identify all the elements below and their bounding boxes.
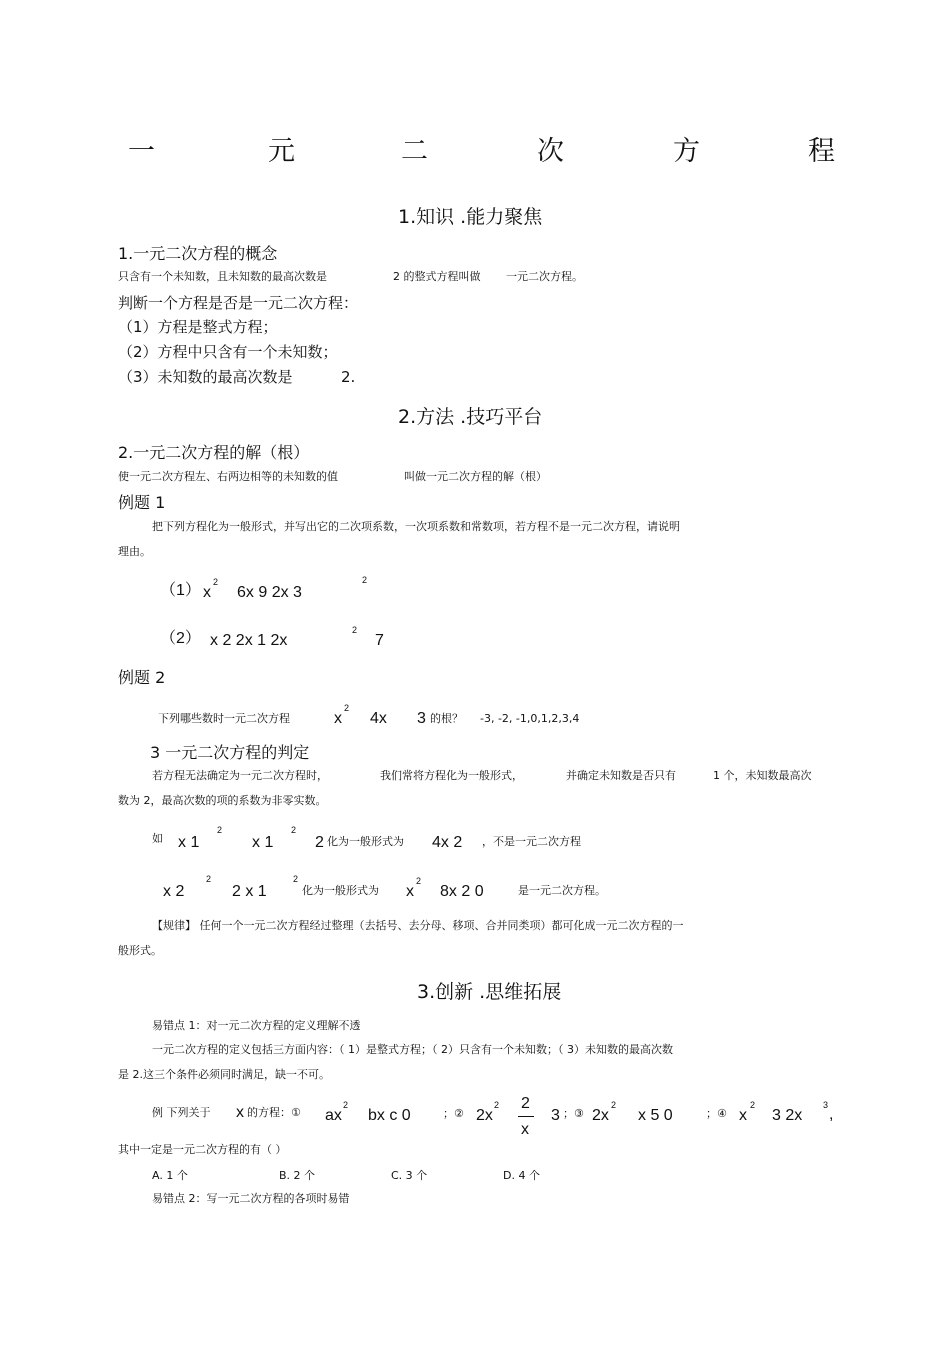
f2-rest: 3: [551, 1107, 560, 1124]
determination-c: 并确定未知数是否只有: [566, 769, 676, 782]
condition-1: （1）方程是整式方程；: [118, 318, 278, 336]
definition3-a: 一元二次方程的定义包括三方面内容：（ 1）是整式方程；（ 2）只含有一个未知数；（ 3）未知数的最高次数: [152, 1043, 673, 1056]
determination-a: 若方程无法确定为一元二次方程时，: [152, 769, 328, 782]
error-point-2: 易错点 2：写一元二次方程的各项时易错: [152, 1192, 350, 1205]
ex3-sup-2: 2: [291, 825, 297, 835]
example2-sup: 2: [344, 703, 350, 713]
option-b: B. 2 个: [279, 1169, 316, 1182]
solution-def-a: 使一元二次方程左、右两边相等的未知数的值: [118, 470, 338, 483]
ex4-term-3: x: [406, 883, 414, 900]
f2-term: 2x: [476, 1107, 493, 1124]
condition-2: （2）方程中只含有一个未知数；: [118, 343, 338, 361]
f4-rest: 3 2x: [772, 1107, 803, 1124]
f4-sup: 2: [750, 1100, 756, 1110]
ex4-term-2: 2 x 1: [232, 883, 267, 900]
example1-text-1: 把下列方程化为一般形式，并写出它的二次项系数，一次项系数和常数项，若方程不是一元二次方程，请说明: [152, 520, 680, 533]
example2-x: x: [334, 710, 342, 727]
sub-heading-determination: 3 一元二次方程的判定: [150, 743, 310, 762]
eq2-term-1: x 2 2x 1 2x: [210, 632, 288, 649]
determination-e: 数为 2，最高次数的项的系数为非零实数。: [118, 794, 327, 807]
ex3-mid-1: 化为一般形式为: [327, 835, 404, 848]
f2-sup: 2: [494, 1100, 500, 1110]
option-a: A. 1 个: [152, 1169, 188, 1182]
fraction-numerator: 2: [521, 1095, 530, 1112]
ex3-ru: 如: [152, 832, 163, 845]
option-c: C. 3 个: [391, 1169, 428, 1182]
title-char-4: 次: [537, 136, 564, 167]
example2-text: 下列哪些数时一元二次方程: [158, 712, 290, 725]
eq2-sup-1: 2: [352, 625, 358, 635]
ex3-term-2: x 1: [252, 834, 274, 851]
eq2-label: （2）: [160, 630, 201, 647]
ex4-sup-1: 2: [206, 874, 212, 884]
ex3-sup-1: 2: [217, 825, 223, 835]
ex3-term-4: 4x 2: [432, 834, 463, 851]
example2-root-text: 的根？: [430, 712, 463, 725]
fraction-bar: [518, 1116, 534, 1117]
determination-b: 我们常将方程化为一般形式，: [380, 769, 523, 782]
f1-rest: bx c 0: [368, 1107, 411, 1124]
definition-part-b: 2 的整式方程叫做: [393, 270, 481, 283]
ex3-term-3: 2: [315, 834, 324, 851]
f4-sup-2: 3: [823, 1100, 829, 1110]
example1-label: 例题 1: [118, 493, 166, 512]
example2-term: 4x: [370, 710, 387, 727]
f4-end: ,: [829, 1106, 834, 1123]
ex4-mid-2: 是一元二次方程。: [518, 884, 606, 897]
f2-end: ；③: [563, 1107, 584, 1120]
rule-text-2: 般形式。: [118, 944, 162, 957]
ex5-x: x: [236, 1104, 244, 1121]
ex4-term-1: x 2: [163, 883, 185, 900]
error-point-1: 易错点 1：对一元二次方程的定义理解不透: [152, 1019, 361, 1032]
title-char-6: 程: [808, 136, 835, 167]
sub-heading-solution: 2.一元二次方程的解（根）: [118, 443, 310, 462]
ex4-sup-2: 2: [293, 874, 299, 884]
rule-text-1: 【规律】 任何一个一元二次方程经过整理（去括号、去分母、移项、合并同类项）都可化成一元二次方程的一: [152, 919, 684, 932]
option-d: D. 4 个: [503, 1169, 540, 1182]
f4-term: x: [739, 1107, 747, 1124]
eq1-term-1: x: [203, 584, 211, 601]
f3-rest: x 5 0: [638, 1107, 673, 1124]
definition-part-a: 只含有一个未知数，且未知数的最高次数是: [118, 270, 327, 283]
section1-heading: 1.知识 .能力聚焦: [398, 206, 543, 228]
definition-part-c: 一元二次方程。: [506, 270, 583, 283]
example2-const: 3: [417, 710, 426, 727]
f3-sup: 2: [611, 1100, 617, 1110]
eq2-term-2: 7: [375, 632, 384, 649]
definition3-b: 是 2.这三个条件必须同时满足，缺一不可。: [118, 1068, 330, 1081]
title-char-5: 方: [673, 136, 700, 167]
title-char-1: 一: [128, 136, 155, 167]
eq1-term-2: 6x 9 2x 3: [237, 584, 302, 601]
f1-term: ax: [325, 1107, 342, 1124]
eq1-sup-1: 2: [213, 577, 219, 587]
f3-end: ；④: [706, 1107, 727, 1120]
f3-term: 2x: [592, 1107, 609, 1124]
determination-d: 1 个，未知数最高次: [713, 769, 812, 782]
f1-sup: 2: [343, 1100, 349, 1110]
ex5-of: 的方程：①: [247, 1106, 301, 1119]
solution-def-b: 叫做一元二次方程的解（根）: [404, 470, 547, 483]
example1-text-2: 理由。: [118, 545, 151, 558]
sub-heading-concept: 1.一元二次方程的概念: [118, 244, 278, 263]
example2-values: -3, -2, -1,0,1,2,3,4: [480, 712, 580, 725]
eq1-sup-2: 2: [362, 575, 368, 585]
f1-end: ；②: [443, 1107, 464, 1120]
section2-heading: 2.方法 .技巧平台: [398, 406, 543, 428]
condition-3: （3）未知数的最高次数是: [118, 368, 293, 386]
eq1-label: （1）: [160, 582, 201, 599]
ex4-term-4: 8x 2 0: [440, 883, 484, 900]
fraction-denominator: x: [521, 1121, 529, 1138]
example2-label: 例题 2: [118, 668, 166, 687]
judge-text: 判断一个方程是否是一元二次方程：: [118, 294, 359, 312]
question-line: 其中一定是一元二次方程的有（ ）: [118, 1143, 287, 1156]
ex5-intro: 例 下列关于: [152, 1106, 211, 1119]
ex4-mid-1: 化为一般形式为: [302, 884, 379, 897]
ex4-sup-3: 2: [416, 876, 422, 886]
ex3-term-1: x 1: [178, 834, 200, 851]
ex3-mid-2: ，不是一元二次方程: [482, 835, 581, 848]
title-char-3: 二: [401, 136, 428, 167]
condition-3-value: 2.: [341, 368, 356, 386]
section3-heading: 3.创新 .思维拓展: [417, 981, 562, 1003]
title-char-2: 元: [268, 136, 295, 167]
